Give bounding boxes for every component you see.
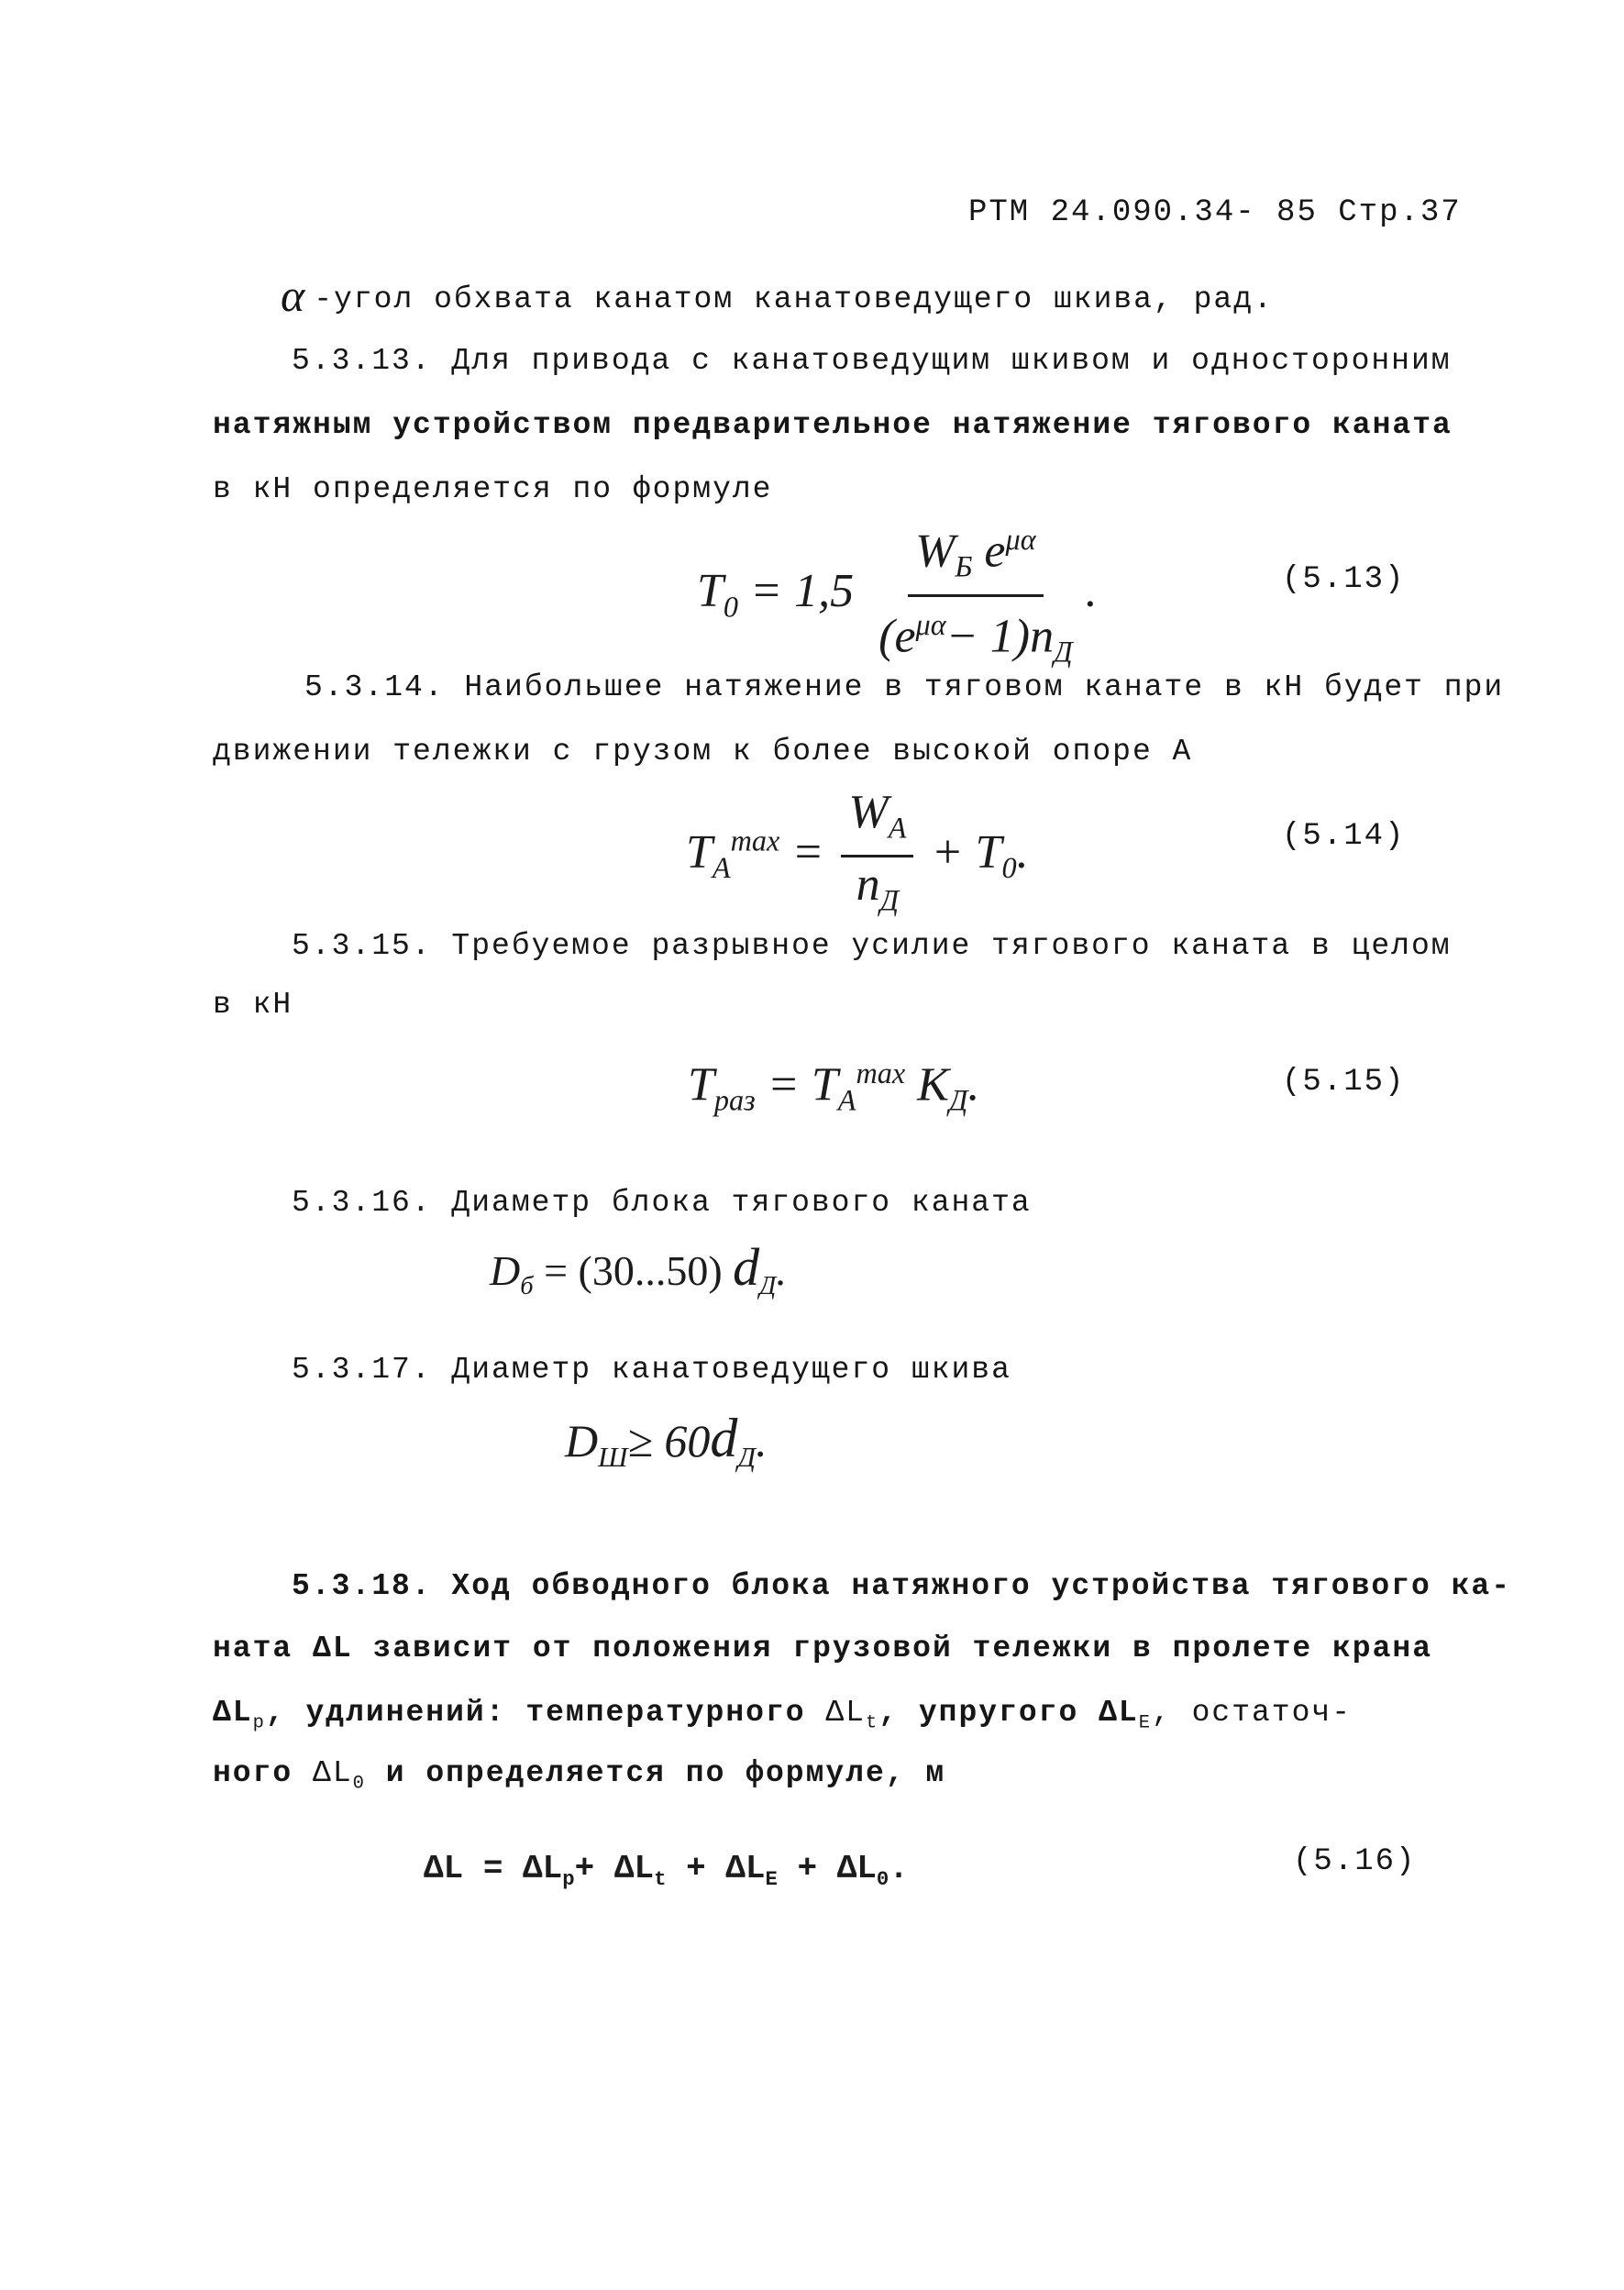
formula-5-16-e-term: + ΔL	[686, 1850, 766, 1887]
para-5-3-14-line-1: 5.3.14. Наибольшее натяжение в тяговом канате в кН будет при	[304, 670, 1505, 704]
equation-number-5-14: (5.14)	[1282, 819, 1406, 854]
formula-5-3-16-d: d	[733, 1237, 760, 1297]
delta-l-0-sub: 0	[352, 1773, 366, 1795]
formula-5-3-16-eq: = (30...50)	[544, 1247, 723, 1294]
para-5-3-15-line-2: в кН	[213, 988, 293, 1022]
formula-5-13-numerator	[908, 514, 1044, 597]
equation-number-5-16: (5.16)	[1293, 1844, 1417, 1879]
formula-5-13-den-sup: μα	[915, 607, 946, 641]
formula-5-3-17-lhs-sub: Ш	[598, 1441, 628, 1473]
delta-l-t-symbol: ΔL	[825, 1696, 866, 1730]
formula-5-16-p-sub: p	[562, 1867, 575, 1892]
delta-l-e-sub: E	[1138, 1712, 1152, 1734]
formula-5-13-den-open: (e	[878, 610, 916, 663]
alpha-definition-text: -угол обхвата канатом канатоведущего шкива, рад.	[314, 282, 1274, 316]
formula-5-16-lhs: ΔL	[424, 1850, 464, 1887]
formula-5-3-16-d-sub: Д	[759, 1272, 777, 1301]
formula-5-13-eq: = 1,5	[750, 565, 855, 618]
para-5-3-18-line-3	[213, 1693, 1352, 1744]
formula-5-16-o-term: + ΔL	[797, 1850, 877, 1887]
formula-5-3-16-lhs: D	[490, 1247, 521, 1294]
formula-5-16-e-sub: E	[765, 1867, 778, 1892]
formula-5-14-den-sub: Д	[879, 883, 900, 917]
alpha-symbol: α	[281, 270, 307, 321]
formula-5-14	[686, 787, 1029, 926]
para-5-3-15-line-1: 5.3.15. Требуемое разрывное усилие тягового каната в целом	[292, 929, 1452, 963]
formula-5-3-17-lhs: D	[565, 1415, 599, 1466]
page-header: РТМ 24.090.34- 85 Стр.37	[968, 195, 1462, 230]
formula-5-3-17-d-sub: Д	[737, 1441, 757, 1473]
formula-5-14-denominator	[849, 857, 907, 925]
formula-5-14-eq: =	[791, 825, 824, 879]
formula-5-3-16	[490, 1237, 787, 1314]
delta-l-t-sub: t	[865, 1712, 879, 1734]
formula-5-3-16-end: .	[776, 1247, 787, 1294]
formula-5-14-fraction	[841, 787, 913, 926]
delta-l-p-symbol: ΔL	[213, 1696, 253, 1730]
para-5-3-13-line-1: 5.3.13. Для привода с канатоведущим шкивом и односторонним	[292, 344, 1452, 378]
formula-5-3-17-d: d	[710, 1408, 738, 1468]
formula-5-13-denominator	[871, 597, 1079, 678]
para-5-3-18-line-2-b: зависит от положения грузовой тележки в пролете крана	[372, 1632, 1433, 1665]
formula-5-16-o-sub: 0	[876, 1867, 889, 1892]
formula-5-15-k-sub: Д	[948, 1083, 968, 1117]
formula-5-13	[697, 514, 1098, 677]
formula-5-14-lhs: T	[686, 825, 713, 879]
formula-5-14-num: W	[848, 786, 889, 838]
para-5-3-18-line-1: 5.3.18. Ход обводного блока натяжного устройства тягового ка-	[292, 1569, 1511, 1603]
delta-l-symbol: ΔL	[313, 1632, 353, 1665]
para-5-3-18-line-4-a: ного	[213, 1756, 293, 1790]
para-5-3-18-line-2	[213, 1629, 1432, 1669]
para-5-3-13-line-2: натяжным устройством предварительное натяжение тягового каната	[213, 408, 1453, 442]
formula-5-16-end: .	[889, 1850, 909, 1887]
formula-5-15-end: .	[967, 1058, 980, 1112]
equation-number-5-13: (5.13)	[1282, 562, 1406, 597]
formula-5-14-numerator	[841, 787, 913, 857]
alpha-definition-line	[281, 270, 1274, 321]
formula-5-13-num-e-sup: μα	[1005, 523, 1036, 556]
equation-number-5-15: (5.15)	[1282, 1065, 1406, 1100]
formula-5-13-fraction	[871, 514, 1079, 677]
para-5-3-13-line-3: в кН определяется по формуле	[213, 472, 773, 506]
formula-5-14-lhs-sub: A	[712, 851, 731, 885]
formula-5-3-16-lhs-sub: б	[520, 1272, 534, 1301]
formula-5-15-lhs-sub: раз	[713, 1083, 756, 1117]
formula-5-15-rhs-sub: A	[837, 1083, 856, 1117]
formula-5-16	[424, 1842, 909, 1907]
formula-5-13-lhs: T	[697, 565, 724, 618]
para-5-3-16-line-1: 5.3.16. Диаметр блока тягового каната	[292, 1186, 1032, 1220]
formula-5-3-17	[565, 1408, 768, 1485]
para-5-3-18-line-4-b: и определяется по формуле, м	[385, 1756, 946, 1790]
para-5-3-18-line-3-c: , остаточ-	[1151, 1696, 1353, 1730]
para-5-3-18-line-3-a: , удлинений: температурного	[265, 1696, 806, 1730]
para-5-3-17-line-1: 5.3.17. Диаметр канатоведущего шкива	[292, 1353, 1011, 1387]
delta-l-e-symbol: ΔL	[1099, 1696, 1139, 1730]
formula-5-15-eq: = T	[767, 1058, 838, 1112]
formula-5-13-lhs-sub: 0	[723, 590, 739, 624]
para-5-3-14-line-2: движении тележки с грузом к более высокой опоре А	[213, 735, 1193, 769]
formula-5-13-num-e: e	[984, 525, 1006, 578]
formula-5-14-end: .	[1016, 825, 1029, 879]
delta-l-0-symbol: ΔL	[313, 1756, 353, 1790]
formula-5-14-plus: + T	[931, 825, 1002, 879]
formula-5-13-num-w: W	[915, 525, 956, 578]
para-5-3-18-line-3-b: , упругого	[878, 1696, 1079, 1730]
formula-5-16-t-sub: t	[654, 1867, 667, 1892]
formula-5-15-k: K	[917, 1058, 949, 1112]
formula-5-16-t-term: + ΔL	[574, 1850, 655, 1887]
formula-5-14-lhs-sup: max	[730, 824, 780, 857]
formula-5-13-den-sub: Д	[1054, 635, 1073, 669]
delta-l-p-sub: p	[252, 1712, 266, 1734]
formula-5-15	[688, 1045, 979, 1128]
formula-5-16-eq: = ΔL	[482, 1850, 563, 1887]
formula-5-15-lhs: T	[688, 1058, 714, 1112]
formula-5-3-17-end: .	[756, 1415, 768, 1466]
formula-5-13-num-w-sub: Б	[955, 549, 973, 583]
formula-5-13-end: .	[1085, 565, 1098, 618]
formula-5-14-plus-sub: 0	[1001, 851, 1017, 885]
para-5-3-18-line-2-a: ната	[213, 1632, 293, 1665]
para-5-3-18-line-4	[213, 1753, 945, 1805]
formula-5-15-rhs-sup: max	[856, 1056, 906, 1090]
formula-5-13-den-rest: − 1)n	[945, 610, 1055, 663]
formula-5-3-17-eq: ≥ 60	[627, 1415, 711, 1466]
formula-5-14-den: n	[856, 858, 880, 912]
formula-5-14-num-sub: A	[888, 811, 907, 845]
